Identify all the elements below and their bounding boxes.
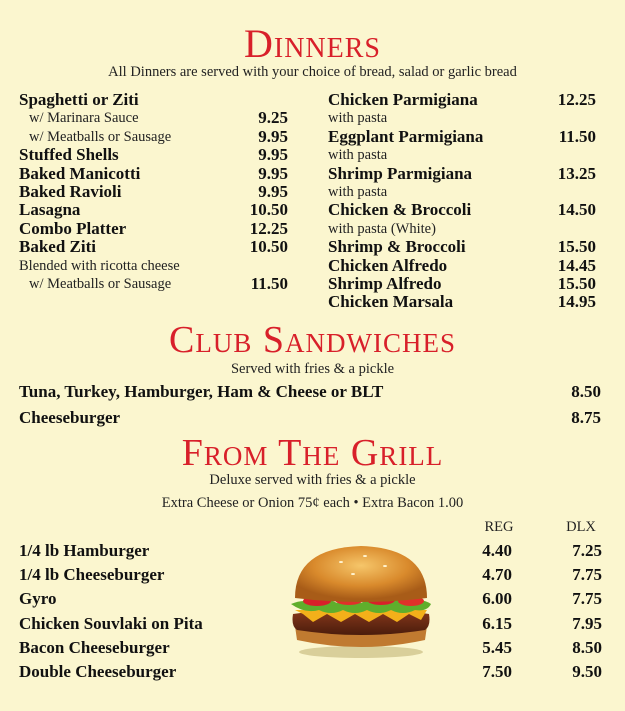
grill-item-reg: 4.40 bbox=[482, 541, 512, 560]
club-item-name: Cheeseburger bbox=[19, 408, 121, 427]
dinners-right-item-name: Chicken Alfredo bbox=[328, 255, 448, 275]
grill-item-reg: 5.45 bbox=[482, 637, 512, 657]
dinners-right-item-name: with pasta bbox=[328, 147, 388, 164]
dinners-right-item bbox=[328, 128, 483, 147]
grill-subtitle-1: Deluxe served with fries & a pickle bbox=[209, 472, 416, 488]
club-item-price: 8.50 bbox=[571, 382, 601, 401]
dinners-right-item bbox=[328, 91, 478, 110]
grill-item-reg: 4.70 bbox=[482, 565, 512, 585]
dinners-right-item bbox=[328, 146, 387, 165]
grill-item-dlx: 7.25 bbox=[572, 541, 602, 560]
dinners-right-item-price: 12.25 bbox=[557, 90, 596, 109]
dinners-right-item bbox=[328, 183, 387, 202]
dinners-right-item-price: 15.50 bbox=[557, 237, 596, 257]
dinners-left-item bbox=[19, 257, 180, 276]
dinners-right-item-price: 15.50 bbox=[557, 274, 596, 293]
grill-item-name: 1/4 lb Hamburger bbox=[19, 541, 150, 560]
grill-col-reg: REG bbox=[484, 519, 514, 535]
dinners-right-item bbox=[328, 165, 472, 184]
dinners-left-item-price: 10.50 bbox=[249, 200, 288, 220]
dinners-left-item-price: 12.25 bbox=[249, 218, 288, 238]
dinners-right-item-price: 11.50 bbox=[558, 126, 596, 146]
grill-item-reg: 7.50 bbox=[482, 662, 512, 681]
dinners-right-item-name: Chicken & Broccoli bbox=[328, 200, 472, 220]
dinners-left-item-name: Spaghetti or Ziti bbox=[19, 90, 139, 109]
dinners-left-item-name: w/ Marinara Sauce bbox=[29, 110, 139, 127]
dinners-left-item-name: w/ Meatballs or Sausage bbox=[29, 276, 172, 292]
dinners-left-item bbox=[19, 183, 122, 202]
dinners-left-item bbox=[19, 220, 126, 239]
club-item-price: 8.75 bbox=[571, 408, 601, 427]
grill-subtitle-2: Extra Cheese or Onion 75¢ each • Extra Bacon 1.00 bbox=[161, 495, 464, 511]
club-subtitle: Served with fries & a pickle bbox=[230, 361, 395, 377]
dinners-right-item bbox=[328, 275, 442, 294]
dinners-left-item-price: 9.95 bbox=[258, 163, 288, 183]
dinners-right-item bbox=[328, 220, 436, 239]
dinners-left-item-name: Baked Manicotti bbox=[19, 163, 141, 183]
dinners-right-item bbox=[328, 293, 453, 312]
dinners-left-item bbox=[19, 201, 80, 220]
dinners-subtitle: All Dinners are served with your choice of bread, salad or garlic bread bbox=[108, 64, 517, 80]
grill-item-dlx: 8.50 bbox=[572, 637, 602, 657]
grill-item-name: Double Cheeseburger bbox=[19, 662, 177, 681]
dinners-left-item-name: Stuffed Shells bbox=[19, 145, 119, 165]
dinners-right-item-name: Eggplant Parmigiana bbox=[328, 126, 484, 146]
grill-item-dlx: 9.50 bbox=[572, 662, 602, 681]
dinners-left-item bbox=[29, 128, 171, 147]
dinners-left-item-price: 9.95 bbox=[258, 182, 288, 201]
dinners-left-item bbox=[19, 238, 96, 257]
dinners-left-item bbox=[19, 165, 140, 184]
dinners-right-item-price: 13.25 bbox=[557, 163, 596, 183]
grill-item-reg: 6.15 bbox=[482, 613, 512, 633]
dinners-right-item bbox=[328, 257, 447, 276]
dinners-right-item-price: 14.95 bbox=[557, 292, 596, 312]
dinners-left-item-price: 9.95 bbox=[258, 145, 288, 165]
dinners-right-item-name: Shrimp & Broccoli bbox=[328, 237, 466, 257]
grill-item-name: Gyro bbox=[19, 589, 57, 609]
dinners-right-item bbox=[328, 201, 471, 220]
dinners-right-item-name: Chicken Parmigiana bbox=[328, 90, 478, 109]
dinners-left-item-price: 9.95 bbox=[258, 126, 288, 146]
grill-item-name: 1/4 lb Cheeseburger bbox=[19, 565, 165, 585]
dinners-left-item-price: 10.50 bbox=[249, 237, 288, 257]
dinners-right-item-name: Shrimp Alfredo bbox=[328, 274, 442, 293]
grill-item-dlx: 7.75 bbox=[572, 565, 602, 585]
dinners-left-item bbox=[19, 146, 119, 165]
dinners-title: Dinners bbox=[243, 21, 381, 66]
dinners-right-item-price: 14.50 bbox=[557, 200, 596, 220]
dinners-right-item-price: 14.45 bbox=[557, 255, 596, 275]
dinners-right-item bbox=[328, 238, 466, 257]
dinners-left-item bbox=[29, 109, 139, 128]
dinners-left-item-price: 9.25 bbox=[258, 108, 288, 128]
grill-item-dlx: 7.75 bbox=[572, 589, 602, 609]
grill-col-dlx: DLX bbox=[566, 519, 596, 535]
dinners-left-item bbox=[19, 91, 139, 110]
dinners-right-item bbox=[328, 109, 387, 128]
dinners-right-item-name: Chicken Marsala bbox=[328, 292, 454, 312]
grill-item-name: Bacon Cheeseburger bbox=[19, 637, 170, 657]
dinners-right-item-name: with pasta (White) bbox=[328, 220, 436, 237]
dinners-right-item-name: Shrimp Parmigiana bbox=[328, 163, 473, 183]
dinners-left-item-name: Blended with ricotta cheese bbox=[19, 257, 180, 274]
grill-item-reg: 6.00 bbox=[482, 589, 512, 609]
dinners-left-item-name: Baked Ravioli bbox=[19, 182, 122, 201]
club-item-name: Tuna, Turkey, Hamburger, Ham & Cheese or BLT bbox=[19, 382, 384, 401]
grill-item-name: Chicken Souvlaki on Pita bbox=[19, 613, 203, 633]
cheeseburger-icon bbox=[285, 540, 437, 660]
dinners-left-item-name: Combo Platter bbox=[19, 218, 127, 238]
club-title: Club Sandwiches bbox=[169, 319, 456, 361]
dinners-left-item-name: w/ Meatballs or Sausage bbox=[29, 128, 172, 145]
grill-title: From The Grill bbox=[181, 432, 444, 474]
dinners-left-item bbox=[29, 275, 171, 294]
dinners-right-item-name: with pasta bbox=[328, 184, 388, 200]
dinners-left-item-name: Lasagna bbox=[19, 200, 81, 220]
dinners-left-item-name: Baked Ziti bbox=[19, 237, 96, 257]
dinners-left-item-price: 11.50 bbox=[250, 274, 288, 293]
dinners-right-item-name: with pasta bbox=[328, 110, 388, 127]
grill-item-dlx: 7.95 bbox=[572, 613, 602, 633]
